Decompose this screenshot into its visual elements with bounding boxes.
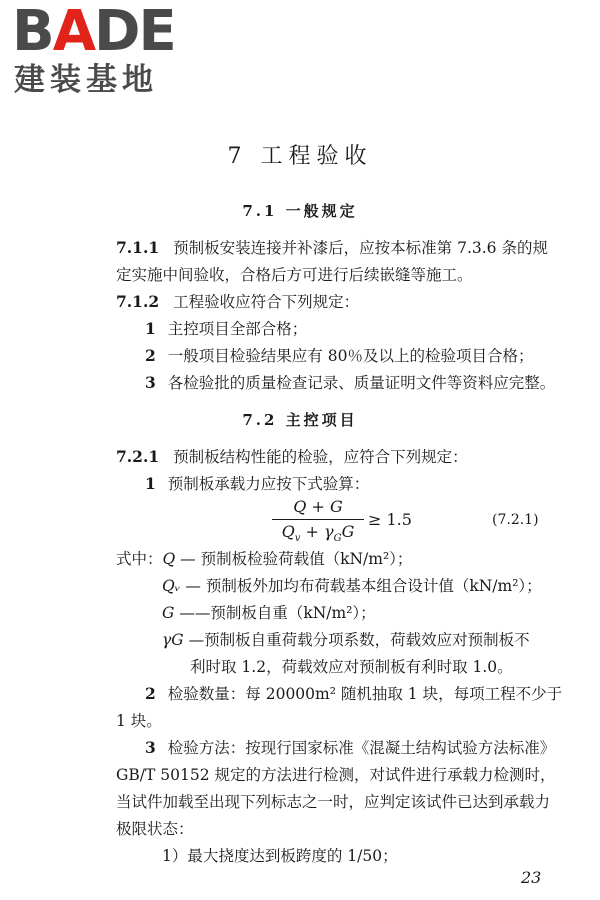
where-def: 式中：Q — 预制板检验荷载值（kN/m²）； <box>116 550 413 568</box>
formula-fraction <box>272 496 364 550</box>
where-def: Qᵥ — 预制板外加均布荷载基本组合设计值（kN/m²）； <box>162 577 542 595</box>
where-def-cont: 利时取 1.2，荷载效应对预制板有利时取 1.0。 <box>190 658 513 676</box>
equation-number: (7.2.1) <box>492 512 539 528</box>
logo-subtitle: 建装基地 <box>14 62 158 98</box>
list-item-cont: 当试件加载至出现下列标志之一时，应判定该试件已达到承载力 <box>116 793 551 811</box>
where-def: γG —预制板自重荷载分项系数，荷载效应对预制板不 <box>162 631 530 649</box>
list-item: 2 一般项目检验结果应有 80％及以上的检验项目合格； <box>145 346 534 365</box>
clause-7-1-1-cont: 定实施中间验收，合格后方可进行后续嵌缝等施工。 <box>116 266 473 284</box>
list-item: 1 预制板承载力应按下式验算： <box>145 474 370 493</box>
list-item-cont: GB/T 50152 规定的方法进行检测，对试件进行承载力检测时， <box>116 766 556 784</box>
formula-7-2-1 <box>272 496 539 546</box>
section-title-7-1: 7.1 一般规定 <box>242 202 358 220</box>
where-def: G ——预制板自重（kN/m²）； <box>162 604 376 622</box>
formula-numerator: Q + G <box>293 497 343 516</box>
fraction-bar <box>272 519 364 520</box>
section-title-7-2: 7.2 主控项目 <box>242 411 358 429</box>
list-item-cont: 1 块。 <box>116 712 162 730</box>
logo-wordmark: BADE <box>12 0 175 64</box>
formula-denominator: $Q_v + \gamma_GG$ <box>281 522 355 545</box>
formula-relation: ≥ 1.5 <box>368 510 412 529</box>
list-item-cont: 极限状态： <box>116 820 194 838</box>
brand-logo <box>6 2 178 102</box>
clause-7-1-1 <box>116 237 548 259</box>
chapter-title: 7 工程验收 <box>227 144 373 169</box>
list-item: 3 各检验批的质量检查记录、质量证明文件等资料应完整。 <box>145 373 556 392</box>
clause-text: 工程验收应符合下列规定： <box>173 293 360 311</box>
list-item: 2 检验数量：每 20000m² 随机抽取 1 块，每项工程不少于 <box>145 684 563 703</box>
clause-number: 7.1.2 <box>116 292 160 311</box>
sub-list-item: 1）最大挠度达到板跨度的 1/50； <box>162 847 398 865</box>
clause-7-2-1 <box>116 446 468 468</box>
clause-7-1-2 <box>116 291 359 313</box>
clause-number: 7.2.1 <box>116 447 160 466</box>
clause-text: 预制板安装连接并补漆后，应按本标准第 7.3.6 条的规 <box>173 239 548 257</box>
clause-text: 预制板结构性能的检验，应符合下列规定： <box>173 448 468 466</box>
list-item: 3 检验方法：按现行国家标准《混凝土结构试验方法标准》 <box>145 738 556 757</box>
page-number: 23 <box>521 868 542 887</box>
clause-number: 7.1.1 <box>116 238 160 257</box>
list-item: 1 主控项目全部合格； <box>145 319 308 338</box>
